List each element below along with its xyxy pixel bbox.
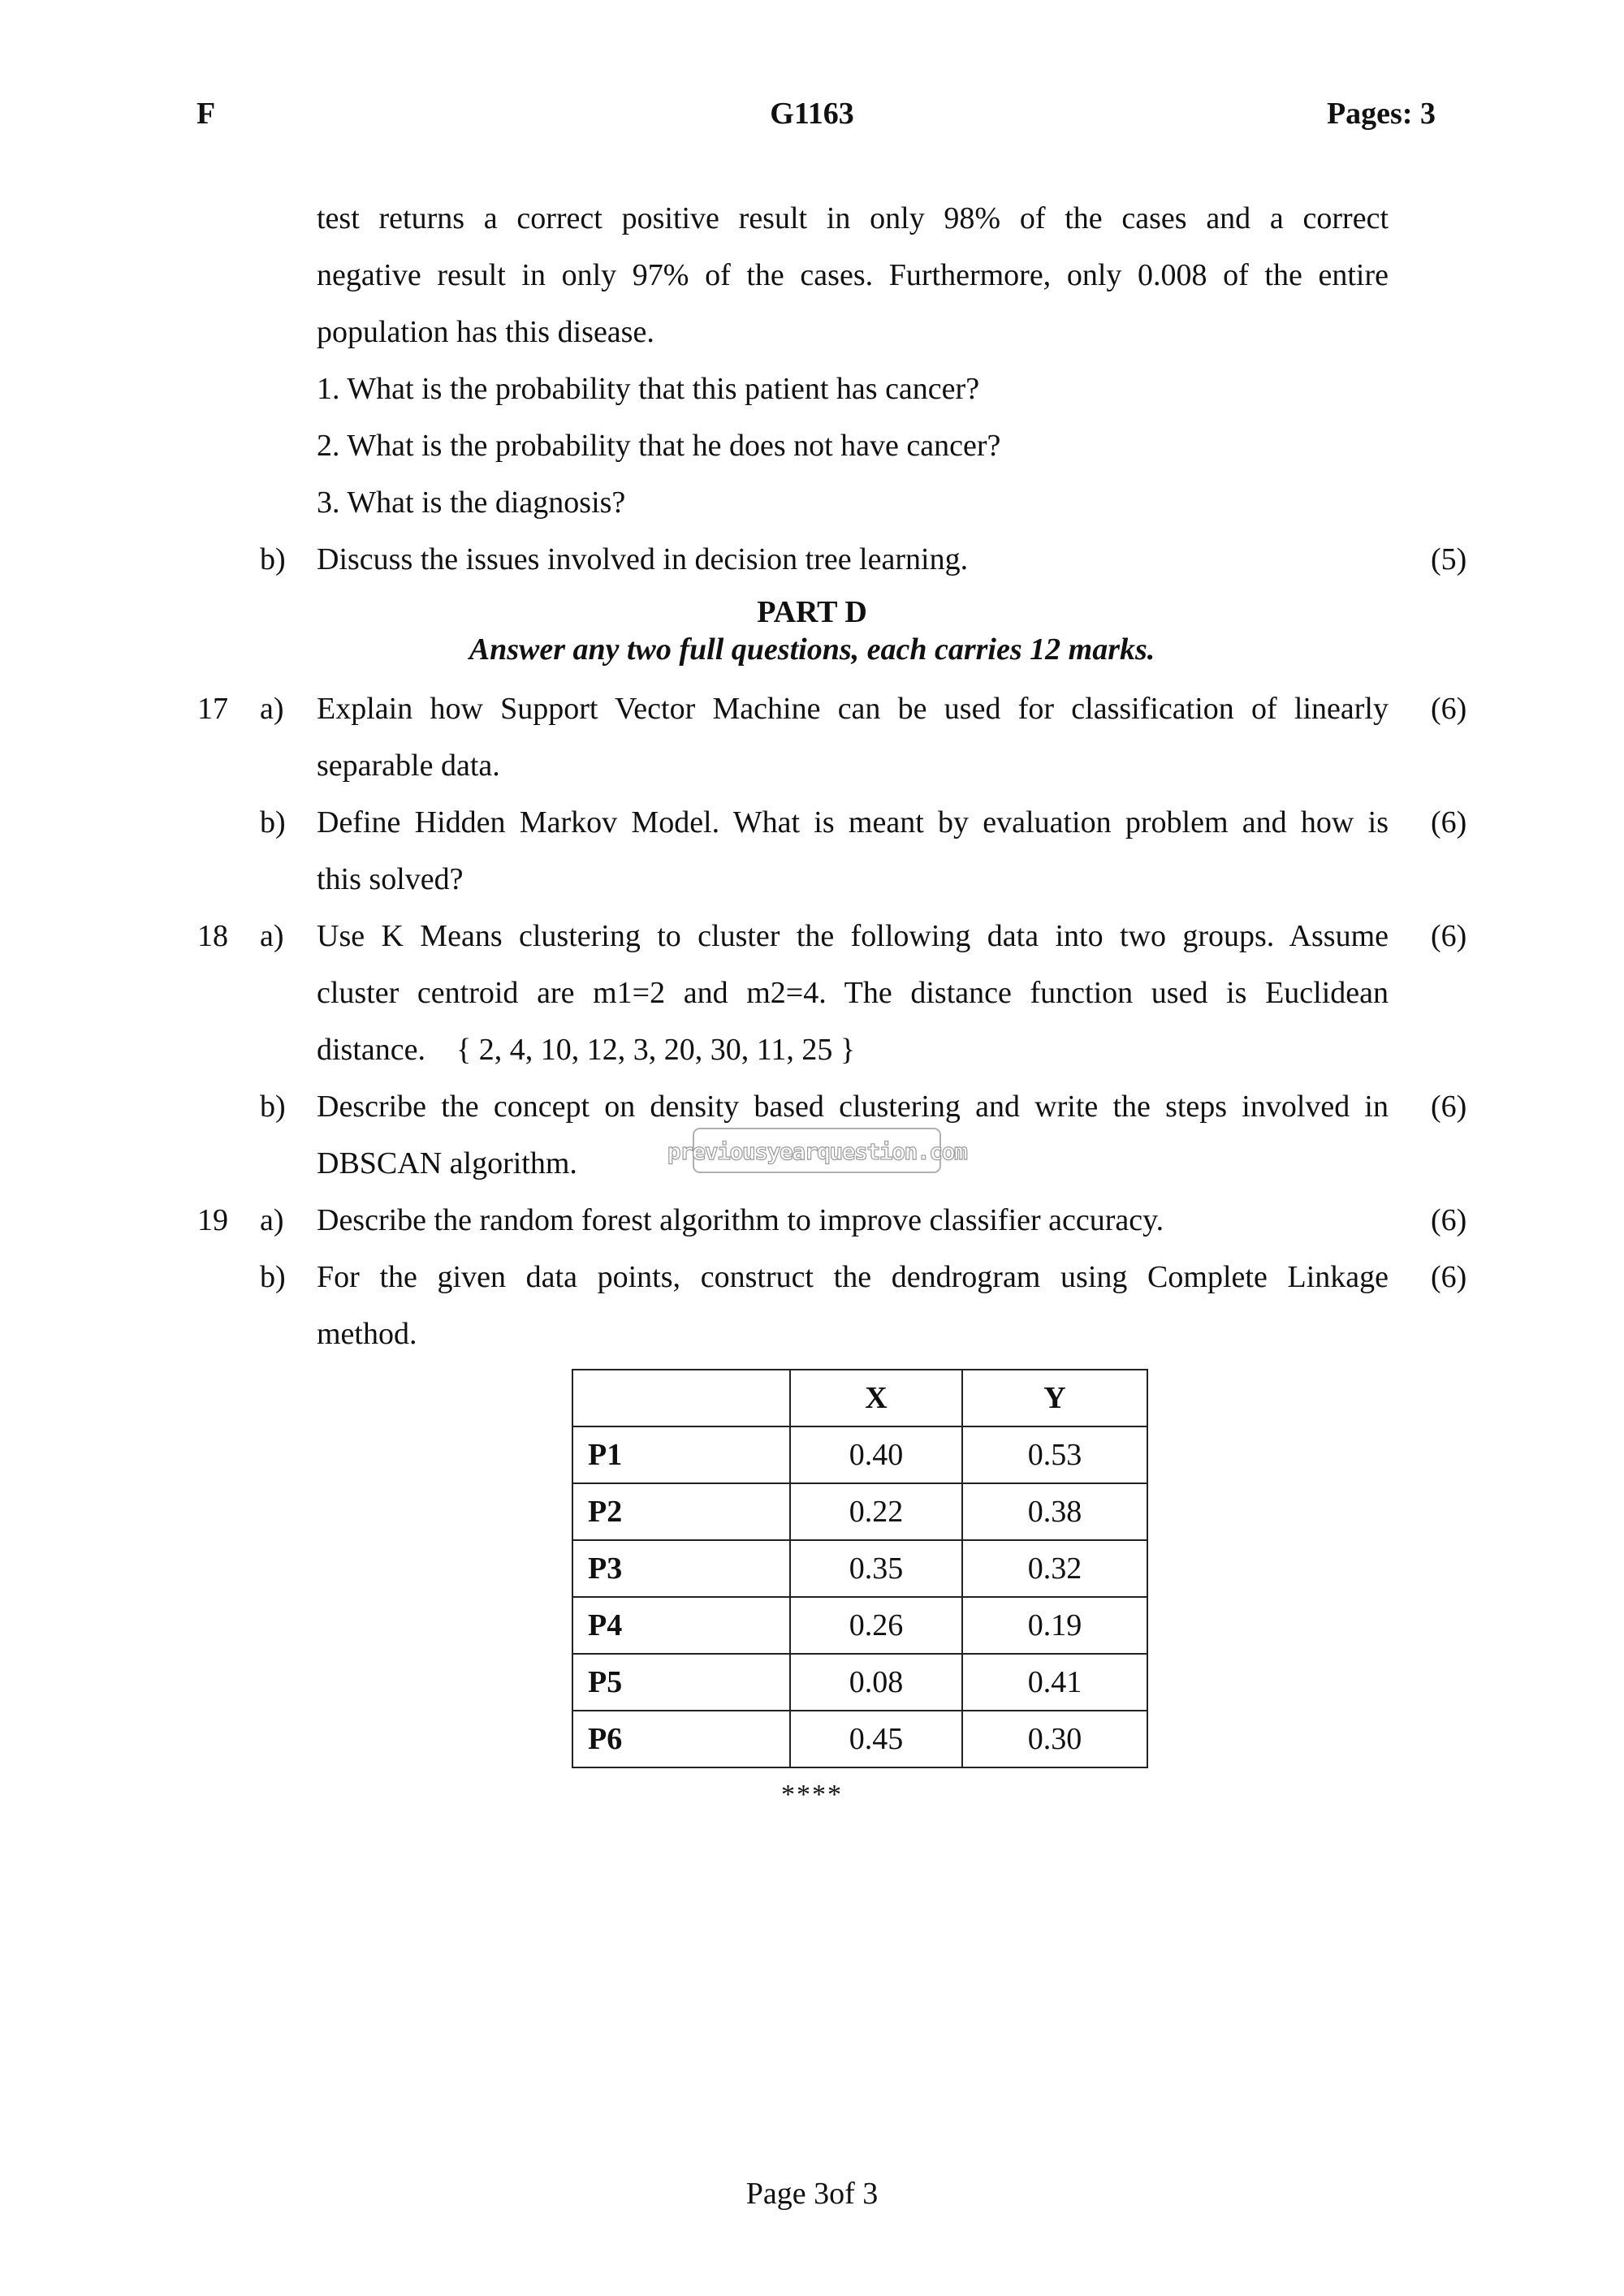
sub-label: a) — [260, 919, 284, 953]
point-label: P3 — [572, 1540, 790, 1597]
y-value: 0.38 — [962, 1483, 1147, 1540]
text-line: negative result in only 97% of the cases. Furthermore, only 0.008 of the entire — [317, 258, 1389, 292]
table-row — [572, 1711, 1147, 1767]
sub-label: b) — [260, 542, 286, 576]
table-header-cell: Y — [962, 1370, 1147, 1426]
table-header-cell — [572, 1370, 790, 1426]
question-text: this solved? — [317, 862, 464, 896]
table-header-cell: X — [790, 1370, 962, 1426]
table-header-row — [572, 1370, 1147, 1426]
question-text: distance. { 2, 4, 10, 12, 3, 20, 30, 11, 25 } — [317, 1033, 856, 1067]
marks: (6) — [1431, 1203, 1467, 1237]
sub-item: 3. What is the diagnosis? — [317, 486, 626, 520]
point-label: P1 — [572, 1426, 790, 1483]
sub-item: 2. What is the probability that he does not have cancer? — [317, 429, 1001, 463]
table-row — [572, 1540, 1147, 1597]
point-label: P4 — [572, 1597, 790, 1654]
end-mark: **** — [781, 1780, 843, 1810]
paper-code: G1163 — [770, 97, 854, 131]
point-label: P2 — [572, 1483, 790, 1540]
table-row — [572, 1654, 1147, 1711]
y-value: 0.53 — [962, 1426, 1147, 1483]
page-count: Pages: 3 — [1326, 97, 1436, 131]
text-line: population has this disease. — [317, 315, 654, 349]
watermark-logo — [667, 1127, 967, 1174]
question-text: separable data. — [317, 749, 500, 783]
x-value: 0.22 — [790, 1483, 962, 1540]
point-label: P6 — [572, 1711, 790, 1767]
question-text: Describe the random forest algorithm to improve classifier accuracy. — [317, 1203, 1164, 1237]
sub-label: b) — [260, 1090, 286, 1124]
part-instruction: Answer any two full questions, each carries 12 marks. — [469, 632, 1155, 667]
x-value: 0.08 — [790, 1654, 962, 1711]
y-value: 0.41 — [962, 1654, 1147, 1711]
table-row — [572, 1597, 1147, 1654]
table-row — [572, 1483, 1147, 1540]
page-header — [0, 96, 1624, 145]
text-line: test returns a correct positive result in only 98% of the cases and a correct — [317, 201, 1389, 235]
x-value: 0.40 — [790, 1426, 962, 1483]
watermark-text: previousyearquestion.com — [667, 1138, 967, 1165]
sub-item: 1. What is the probability that this patient has cancer? — [317, 372, 980, 406]
part-title: PART D — [757, 595, 867, 629]
sub-label: b) — [260, 805, 286, 839]
marks: (6) — [1431, 1260, 1467, 1294]
question-text: Explain how Support Vector Machine can be used for classification of linearly — [317, 692, 1389, 726]
marks: (5) — [1431, 542, 1467, 576]
x-value: 0.26 — [790, 1597, 962, 1654]
question-text: For the given data points, construct the dendrogram using Complete Linkage — [317, 1260, 1389, 1294]
point-label: P5 — [572, 1654, 790, 1711]
question-text: Define Hidden Markov Model. What is meant by evaluation problem and how is — [317, 805, 1389, 839]
question-number: 18 — [197, 919, 228, 953]
question-text: Describe the concept on density based clustering and write the steps involved in — [317, 1090, 1389, 1124]
y-value: 0.32 — [962, 1540, 1147, 1597]
sub-label: b) — [260, 1260, 286, 1294]
page-footer: Page 3of 3 — [745, 2177, 879, 2211]
x-value: 0.45 — [790, 1711, 962, 1767]
y-value: 0.19 — [962, 1597, 1147, 1654]
y-value: 0.30 — [962, 1711, 1147, 1767]
set-label: F — [197, 97, 216, 131]
question-number: 19 — [197, 1203, 228, 1237]
data-points-table — [572, 1369, 1148, 1768]
sub-label: a) — [260, 692, 284, 726]
x-value: 0.35 — [790, 1540, 962, 1597]
question-number: 17 — [197, 692, 228, 726]
question-text: method. — [317, 1317, 417, 1351]
question-text: DBSCAN algorithm. — [317, 1146, 577, 1180]
question-continuation — [317, 190, 1389, 531]
marks: (6) — [1431, 805, 1467, 839]
question-text: cluster centroid are m1=2 and m2=4. The distance function used is Euclidean — [317, 976, 1389, 1010]
table-row — [572, 1426, 1147, 1483]
sub-label: a) — [260, 1203, 284, 1237]
question-text: Use K Means clustering to cluster the following data into two groups. Assume — [317, 919, 1389, 953]
marks: (6) — [1431, 919, 1467, 953]
marks: (6) — [1431, 1090, 1467, 1124]
question-text: Discuss the issues involved in decision tree learning. — [317, 542, 969, 576]
marks: (6) — [1431, 692, 1467, 726]
